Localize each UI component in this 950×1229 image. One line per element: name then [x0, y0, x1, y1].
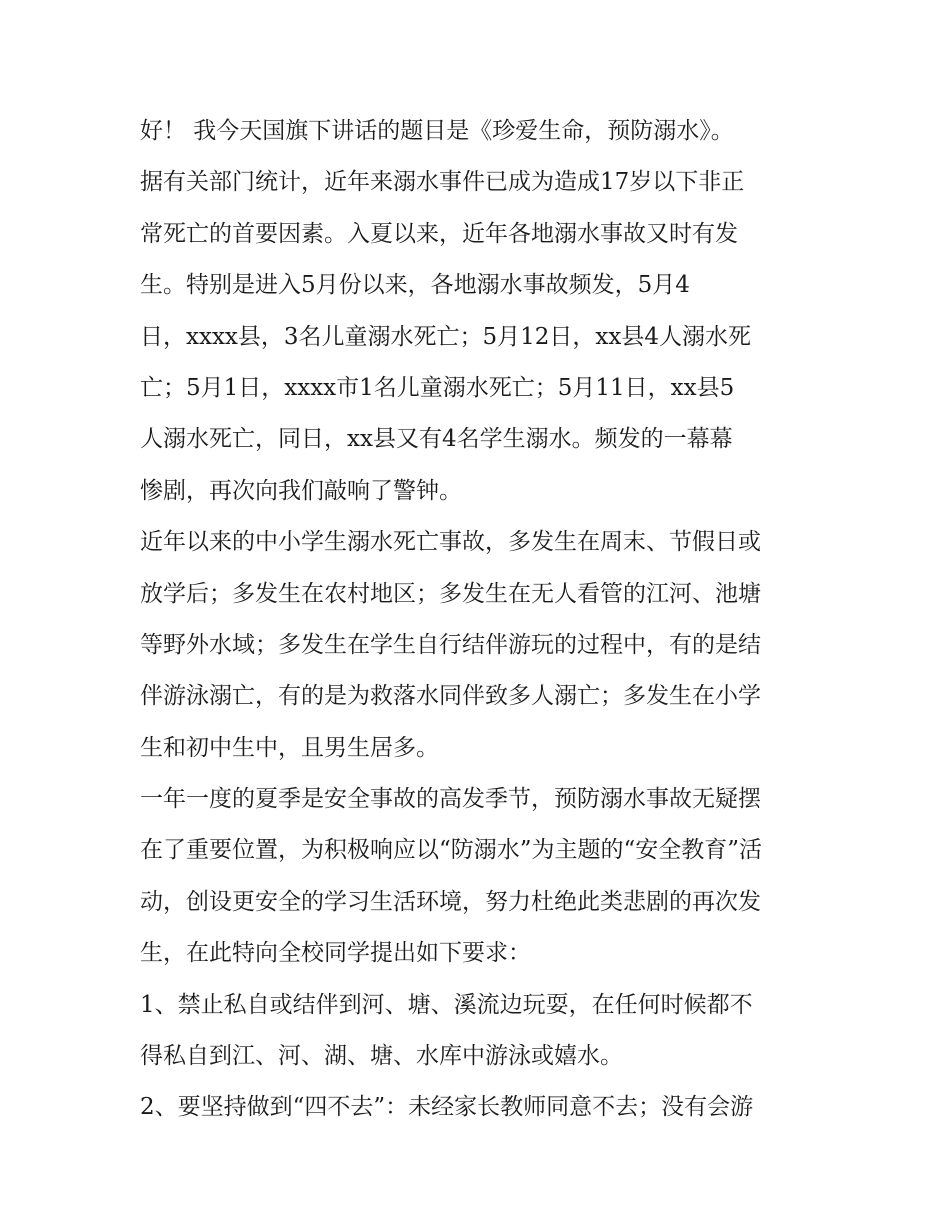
text-line-8: 惨剧，再次向我们敲响了警钟。: [140, 477, 462, 504]
text-line-2: 据有关部门统计，近年来溺水事件已成为造成17岁以下非正: [140, 169, 745, 196]
text-line-3: 常死亡的首要因素。入夏以来，近年各地溺水事故又时有发: [140, 220, 738, 247]
text-line-1: 好！ 我今天国旗下讲话的题目是《珍爱生命，预防溺水》。: [140, 118, 734, 144]
text-line-11: 等野外水域；多发生在学生自行结伴游玩的过程中，有的是结: [140, 631, 761, 658]
text-line-5: 日，xxxx县，3名儿童溺水死亡；5月12日，xx县4人溺水死: [140, 323, 751, 350]
text-line-17: 生，在此特向全校同学提出如下要求：: [140, 940, 531, 967]
text-line-6: 亡；5月1日，xxxx市1名儿童溺水死亡；5月11日，xx县5: [140, 374, 735, 401]
text-line-13: 生和初中生中，且男生居多。: [140, 734, 439, 761]
text-line-12: 伴游泳溺亡，有的是为救落水同伴致多人溺亡；多发生在小学: [140, 683, 761, 710]
text-line-20: 2、要坚持做到“四不去”：未经家长教师同意不去；没有会游: [140, 1094, 754, 1121]
text-line-19: 得私自到江、河、湖、塘、水库中游泳或嬉水。: [140, 1043, 623, 1070]
text-line-14: 一年一度的夏季是安全事故的高发季节，预防溺水事故无疑摆: [140, 786, 761, 813]
text-line-18: 1、禁止私自或结伴到河、塘、溪流边玩耍，在任何时候都不: [140, 991, 753, 1018]
speech-text: [140, 106, 820, 1134]
text-line-16: 动，创设更安全的学习生活环境，努力杜绝此类悲剧的再次发: [140, 888, 761, 915]
text-line-9: 近年以来的中小学生溺水死亡事故，多发生在周末、节假日或: [140, 529, 761, 556]
text-line-7: 人溺水死亡，同日，xx县又有4名学生溺水。频发的一幕幕: [140, 426, 733, 453]
text-line-15: 在了重要位置，为积极响应以“防溺水”为主题的“安全教育”活: [140, 837, 763, 864]
text-line-10: 放学后；多发生在农村地区；多发生在无人看管的江河、池塘: [140, 580, 761, 607]
text-line-4: 生。特别是进入5月份以来，各地溺水事故频发，5月4: [140, 272, 690, 299]
